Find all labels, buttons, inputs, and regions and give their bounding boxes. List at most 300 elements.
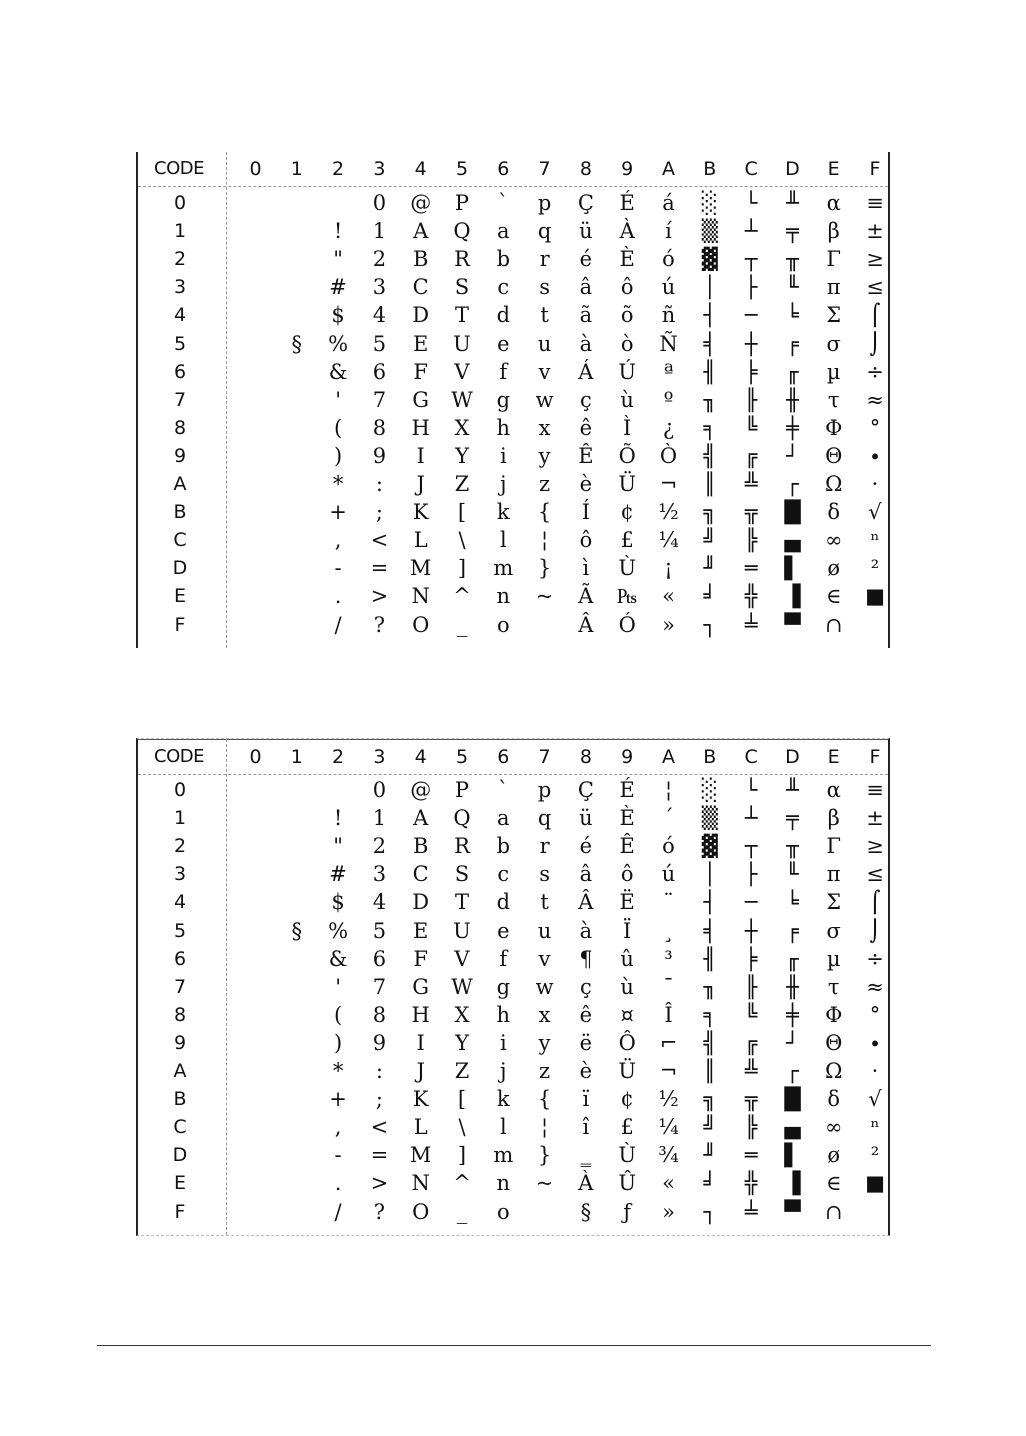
column-header: F — [869, 158, 881, 180]
char-cell: [ — [457, 500, 467, 525]
char-cell: τ — [827, 974, 840, 999]
char-cell: ├ — [744, 862, 758, 887]
char-cell: i — [499, 1030, 507, 1055]
char-cell: r — [539, 247, 550, 272]
char-cell: ~ — [535, 1171, 554, 1196]
char-cell: j — [500, 1059, 507, 1083]
char-cell: 3 — [372, 862, 387, 887]
char-cell: ╧ — [744, 1199, 758, 1224]
column-header: A — [662, 746, 675, 768]
char-cell: R — [454, 247, 470, 272]
char-cell: Ω — [824, 472, 843, 496]
char-cell: K — [412, 1087, 429, 1112]
char-cell: ╤ — [786, 219, 799, 244]
char-cell: ░ — [701, 191, 718, 215]
char-cell: ≈ — [866, 387, 884, 412]
column-header: A — [662, 158, 675, 180]
char-cell: @ — [410, 778, 432, 802]
char-cell: ‗ — [580, 1143, 592, 1168]
column-header: B — [703, 158, 717, 180]
char-cell: ° — [869, 1002, 881, 1027]
char-cell: ] — [457, 556, 467, 581]
char-cell: ╣ — [703, 443, 717, 468]
row-label: 7 — [173, 975, 187, 998]
char-cell: ╩ — [744, 472, 758, 496]
char-cell: ] — [457, 1143, 467, 1168]
column-header: 4 — [414, 158, 427, 180]
char-cell: Q — [453, 219, 471, 244]
char-cell: ╘ — [786, 303, 799, 328]
char-cell: ╗ — [703, 500, 717, 525]
char-cell: U — [453, 918, 471, 943]
char-cell: 1 — [372, 219, 387, 244]
char-cell: } — [537, 1143, 552, 1168]
char-cell: M — [409, 556, 432, 581]
char-cell: ┐ — [703, 612, 717, 637]
char-cell: ! — [333, 219, 343, 244]
char-cell: f — [499, 359, 508, 384]
column-header: C — [744, 746, 758, 768]
char-cell: @ — [410, 191, 432, 215]
char-cell: E — [413, 918, 429, 943]
char-cell: ╬ — [744, 584, 758, 609]
char-cell: V — [454, 946, 470, 971]
char-cell: ▌ — [784, 1143, 801, 1168]
char-cell: ─ — [744, 303, 758, 328]
char-cell: ╠ — [744, 1115, 758, 1140]
char-cell: ½ — [658, 1087, 679, 1112]
char-cell: ¢ — [620, 500, 634, 525]
char-cell: À — [578, 1171, 594, 1196]
char-cell: ╔ — [744, 443, 758, 468]
char-cell: G — [412, 974, 430, 999]
char-cell: ^ — [453, 584, 471, 609]
column-header: D — [785, 746, 800, 768]
char-cell: 4 — [372, 303, 387, 328]
row-label: D — [172, 557, 188, 580]
char-cell: ∈ — [825, 1171, 842, 1196]
row-label: A — [173, 1060, 187, 1082]
char-cell: 1 — [372, 806, 387, 831]
char-cell: ∞ — [824, 528, 843, 553]
char-cell: / — [334, 1199, 342, 1224]
char-cell: ² — [870, 1143, 880, 1168]
char-cell: α — [826, 778, 841, 802]
char-cell: ô — [620, 275, 634, 300]
char-cell: í — [665, 219, 672, 244]
char-cell: ¬ — [659, 472, 678, 496]
char-cell: x — [538, 1002, 551, 1027]
char-cell: ø — [827, 1143, 841, 1168]
char-cell: { — [537, 500, 552, 525]
char-cell: ╬ — [744, 1171, 758, 1196]
char-cell: ú — [661, 862, 676, 887]
char-cell: ¼ — [658, 1115, 679, 1140]
char-cell: N — [411, 1171, 430, 1196]
char-cell: O — [412, 612, 430, 637]
char-cell: ├ — [744, 275, 758, 300]
char-cell: Ì — [623, 415, 632, 440]
char-cell: ^ — [453, 1171, 471, 1196]
char-cell: 9 — [372, 443, 387, 468]
char-cell: a — [497, 219, 510, 244]
column-header: 3 — [373, 158, 386, 180]
char-cell: X — [454, 1002, 470, 1027]
char-cell: ╣ — [703, 1030, 717, 1055]
char-cell: ╖ — [703, 974, 717, 999]
char-cell: $ — [331, 303, 345, 328]
char-cell: Â — [578, 612, 594, 637]
char-cell: % — [328, 331, 349, 356]
char-cell: ╛ — [703, 1171, 717, 1196]
row-label: D — [172, 1144, 188, 1167]
char-cell: ø — [827, 556, 841, 581]
char-cell: ⁿ — [870, 528, 880, 553]
row-label: 4 — [173, 891, 187, 914]
char-cell: z — [539, 472, 551, 496]
char-cell: < — [370, 528, 389, 553]
char-cell: D — [412, 890, 430, 915]
char-cell: ( — [333, 415, 343, 440]
char-cell: ç — [580, 387, 592, 412]
char-cell: q — [537, 219, 552, 244]
char-cell: S — [454, 862, 470, 887]
char-cell: ¤ — [620, 1002, 634, 1027]
char-cell: - — [334, 1143, 342, 1168]
char-cell: * — [332, 472, 344, 496]
char-cell: π — [826, 275, 841, 300]
char-cell: : — [375, 1059, 383, 1083]
char-cell: 5 — [372, 331, 387, 356]
char-cell: ù — [620, 387, 634, 412]
char-cell: ▐ — [784, 1171, 801, 1196]
char-cell: α — [826, 191, 841, 215]
char-cell: ╓ — [786, 946, 799, 971]
char-cell: V — [454, 359, 470, 384]
char-cell: ° — [869, 415, 881, 440]
column-header: 8 — [579, 158, 592, 180]
column-header: F — [869, 746, 881, 768]
char-cell: \ — [458, 528, 466, 553]
row-label: 2 — [173, 835, 187, 858]
row-label: B — [173, 1088, 187, 1111]
char-cell: C — [412, 275, 429, 300]
char-cell: " — [333, 247, 343, 272]
char-cell: ² — [870, 556, 880, 581]
char-cell: ╡ — [703, 918, 717, 943]
char-cell: ╓ — [786, 359, 799, 384]
char-cell: ▒ — [701, 806, 718, 831]
char-cell: [ — [457, 1087, 467, 1112]
char-cell: ■ — [865, 584, 885, 609]
char-cell: ; — [375, 500, 383, 525]
char-cell: ü — [579, 806, 593, 831]
char-cell: ! — [333, 806, 343, 831]
char-cell: c — [497, 275, 510, 300]
char-cell: ╠ — [744, 528, 758, 553]
char-cell: ⁿ — [870, 1115, 880, 1140]
char-cell: ─ — [744, 890, 758, 915]
char-cell: º — [663, 387, 674, 412]
char-cell: Z — [454, 1059, 470, 1083]
column-header: B — [703, 746, 717, 768]
char-cell: - — [334, 556, 342, 581]
row-label: 4 — [173, 304, 187, 327]
char-cell: h — [496, 415, 511, 440]
char-cell: Ú — [618, 359, 637, 384]
char-cell: Ê — [578, 443, 594, 468]
char-cell: P — [454, 191, 470, 215]
char-cell: ┤ — [703, 303, 717, 328]
row-label: 6 — [173, 947, 187, 970]
char-cell: ∩ — [824, 1199, 843, 1224]
char-cell: └ — [744, 778, 758, 802]
char-cell: L — [413, 1115, 428, 1140]
char-cell: Γ — [826, 834, 841, 859]
char-cell: â — [579, 275, 593, 300]
char-cell: ³ — [664, 946, 673, 971]
char-cell: o — [496, 1199, 510, 1224]
char-cell: Ω — [824, 1059, 843, 1083]
char-cell: 6 — [372, 946, 387, 971]
char-cell: ╡ — [703, 331, 717, 356]
char-cell: = — [370, 556, 389, 581]
footer-rule — [97, 1345, 931, 1346]
char-cell: ó — [662, 247, 675, 272]
char-cell: ì — [582, 556, 590, 581]
char-cell: Í — [581, 500, 591, 525]
char-cell: â — [579, 862, 593, 887]
char-cell: ÷ — [866, 946, 884, 971]
char-cell: Á — [578, 359, 594, 384]
row-label: 7 — [173, 388, 187, 411]
char-cell: , — [334, 528, 342, 553]
column-header: 7 — [538, 158, 551, 180]
char-cell: ¦ — [541, 1115, 549, 1140]
char-cell: { — [537, 1087, 552, 1112]
char-cell: Ü — [618, 472, 637, 496]
char-cell: < — [370, 1115, 389, 1140]
char-cell: 3 — [372, 275, 387, 300]
char-cell: ┴ — [744, 806, 758, 831]
char-cell: £ — [620, 528, 634, 553]
char-cell: Ñ — [659, 331, 678, 356]
char-cell: √ — [868, 500, 882, 525]
char-cell: ║ — [703, 472, 717, 496]
char-cell: + — [329, 500, 347, 525]
char-cell: ▌ — [784, 556, 801, 581]
char-cell: § — [291, 918, 303, 943]
char-cell: T — [454, 303, 469, 328]
char-cell: ± — [866, 219, 884, 244]
char-cell: ╕ — [703, 415, 717, 440]
char-cell: ╕ — [703, 1002, 717, 1027]
char-cell: ´ — [663, 806, 674, 831]
char-cell: v — [538, 359, 551, 384]
char-cell: ù — [620, 974, 634, 999]
char-cell: ┬ — [744, 247, 758, 272]
row-label: 0 — [173, 779, 187, 801]
char-cell: √ — [868, 1087, 882, 1112]
char-cell: u — [537, 918, 552, 943]
char-cell: \ — [458, 1115, 466, 1140]
char-cell: s — [539, 275, 550, 300]
char-cell: h — [496, 1002, 511, 1027]
char-cell: ú — [661, 275, 676, 300]
char-cell: ╙ — [786, 275, 799, 300]
char-cell: π — [826, 862, 841, 887]
char-cell: è — [579, 472, 593, 496]
char-cell: é — [579, 247, 593, 272]
char-cell: ` — [498, 778, 509, 802]
row-label: 5 — [173, 919, 187, 942]
char-cell: ▄ — [784, 1115, 801, 1140]
char-cell: 2 — [372, 247, 387, 272]
char-cell: j — [500, 472, 507, 496]
char-cell: à — [579, 331, 593, 356]
char-cell: ╞ — [744, 359, 758, 384]
char-cell: ┘ — [786, 1030, 799, 1055]
char-cell: _ — [456, 612, 468, 637]
char-cell: m — [493, 1143, 514, 1168]
char-cell: À — [619, 219, 635, 244]
char-cell: £ — [620, 1115, 634, 1140]
char-cell: d — [496, 303, 511, 328]
char-cell: J — [416, 1059, 425, 1083]
char-cell: ~ — [535, 584, 554, 609]
char-cell: ª — [663, 359, 674, 384]
char-cell: ■ — [865, 1171, 885, 1196]
char-cell: β — [827, 219, 840, 244]
char-cell: β — [827, 806, 840, 831]
char-cell: , — [334, 1115, 342, 1140]
char-cell: « — [662, 1171, 675, 1196]
char-cell: · — [871, 1059, 879, 1083]
char-cell: ┘ — [786, 443, 799, 468]
char-cell: t — [540, 890, 549, 915]
char-cell: ╛ — [703, 584, 717, 609]
char-cell: & — [328, 359, 348, 384]
char-cell: ê — [579, 1002, 593, 1027]
row-label: E — [173, 1172, 186, 1195]
char-cell: ò — [620, 331, 634, 356]
row-label: 5 — [173, 332, 187, 355]
row-label: 9 — [173, 444, 187, 467]
char-cell: 0 — [372, 191, 387, 215]
column-header: 6 — [497, 158, 510, 180]
char-cell: s — [539, 862, 550, 887]
char-cell: . — [334, 584, 342, 609]
char-cell: ╫ — [786, 974, 799, 999]
char-cell: H — [411, 1002, 430, 1027]
char-cell: Q — [453, 806, 471, 831]
char-cell: Ã — [578, 584, 594, 609]
char-cell: ╟ — [744, 974, 758, 999]
char-cell: ¿ — [662, 415, 675, 440]
char-cell: ô — [620, 862, 634, 887]
char-cell: ╜ — [703, 1143, 717, 1168]
char-cell: ╫ — [786, 387, 799, 412]
char-cell: x — [538, 415, 551, 440]
char-cell: ) — [333, 443, 343, 468]
char-cell: ╧ — [744, 612, 758, 637]
char-cell: A — [413, 806, 429, 831]
char-cell: ¯ — [663, 974, 674, 999]
column-header: 0 — [249, 746, 262, 768]
char-cell: ╒ — [786, 918, 799, 943]
row-label: A — [173, 473, 187, 495]
char-cell: ¦ — [664, 778, 673, 802]
char-cell: ₧ — [617, 584, 638, 609]
char-cell: Ü — [618, 1059, 637, 1083]
row-label: 9 — [173, 1031, 187, 1054]
char-cell: X — [454, 415, 470, 440]
code-page-table-2 — [136, 738, 890, 1236]
char-cell: ═ — [744, 1143, 758, 1168]
char-cell: } — [537, 556, 552, 581]
char-cell: ½ — [658, 500, 679, 525]
code-header: CODE — [154, 158, 204, 179]
column-header: 5 — [455, 158, 469, 180]
char-cell: Û — [618, 1171, 637, 1196]
char-cell: ┐ — [703, 1199, 717, 1224]
char-cell: σ — [826, 918, 841, 943]
char-cell: ã — [579, 303, 593, 328]
column-header: 3 — [373, 746, 386, 768]
char-cell: » — [662, 1199, 675, 1224]
char-cell: l — [499, 1115, 507, 1140]
char-cell: ╔ — [744, 1030, 758, 1055]
char-cell: $ — [331, 890, 345, 915]
char-cell: Φ — [825, 1002, 843, 1027]
char-cell: █ — [784, 500, 801, 525]
char-cell: ╥ — [786, 247, 799, 272]
char-cell: « — [662, 584, 675, 609]
char-cell: W — [451, 974, 473, 999]
column-header: E — [827, 158, 840, 180]
char-cell: U — [453, 331, 471, 356]
char-cell: 2 — [372, 834, 387, 859]
char-cell: y — [538, 443, 551, 468]
char-cell: δ — [827, 500, 841, 525]
char-cell: S — [454, 275, 470, 300]
char-cell: ± — [866, 806, 884, 831]
char-cell: i — [499, 443, 507, 468]
char-cell: u — [537, 331, 552, 356]
code-header: CODE — [154, 746, 204, 767]
column-header: 8 — [579, 746, 592, 768]
char-cell: c — [497, 862, 510, 887]
char-cell: » — [662, 612, 675, 637]
char-cell: a — [497, 806, 510, 831]
char-cell: È — [619, 806, 635, 831]
char-cell: ═ — [744, 556, 758, 581]
char-cell: ¨ — [663, 890, 674, 915]
char-cell: ≤ — [866, 862, 884, 887]
char-cell: w — [535, 974, 554, 999]
char-cell: Ò — [659, 443, 678, 468]
char-cell: Ô — [618, 1030, 636, 1055]
char-cell: b — [496, 834, 511, 859]
char-cell: ≥ — [866, 834, 884, 859]
char-cell: Ù — [618, 556, 637, 581]
char-cell: ¬ — [659, 1059, 678, 1083]
char-cell: _ — [456, 1199, 468, 1224]
column-header: C — [744, 158, 758, 180]
char-cell: ╥ — [786, 834, 799, 859]
row-label: F — [174, 1200, 186, 1223]
code-column-divider — [226, 152, 227, 648]
